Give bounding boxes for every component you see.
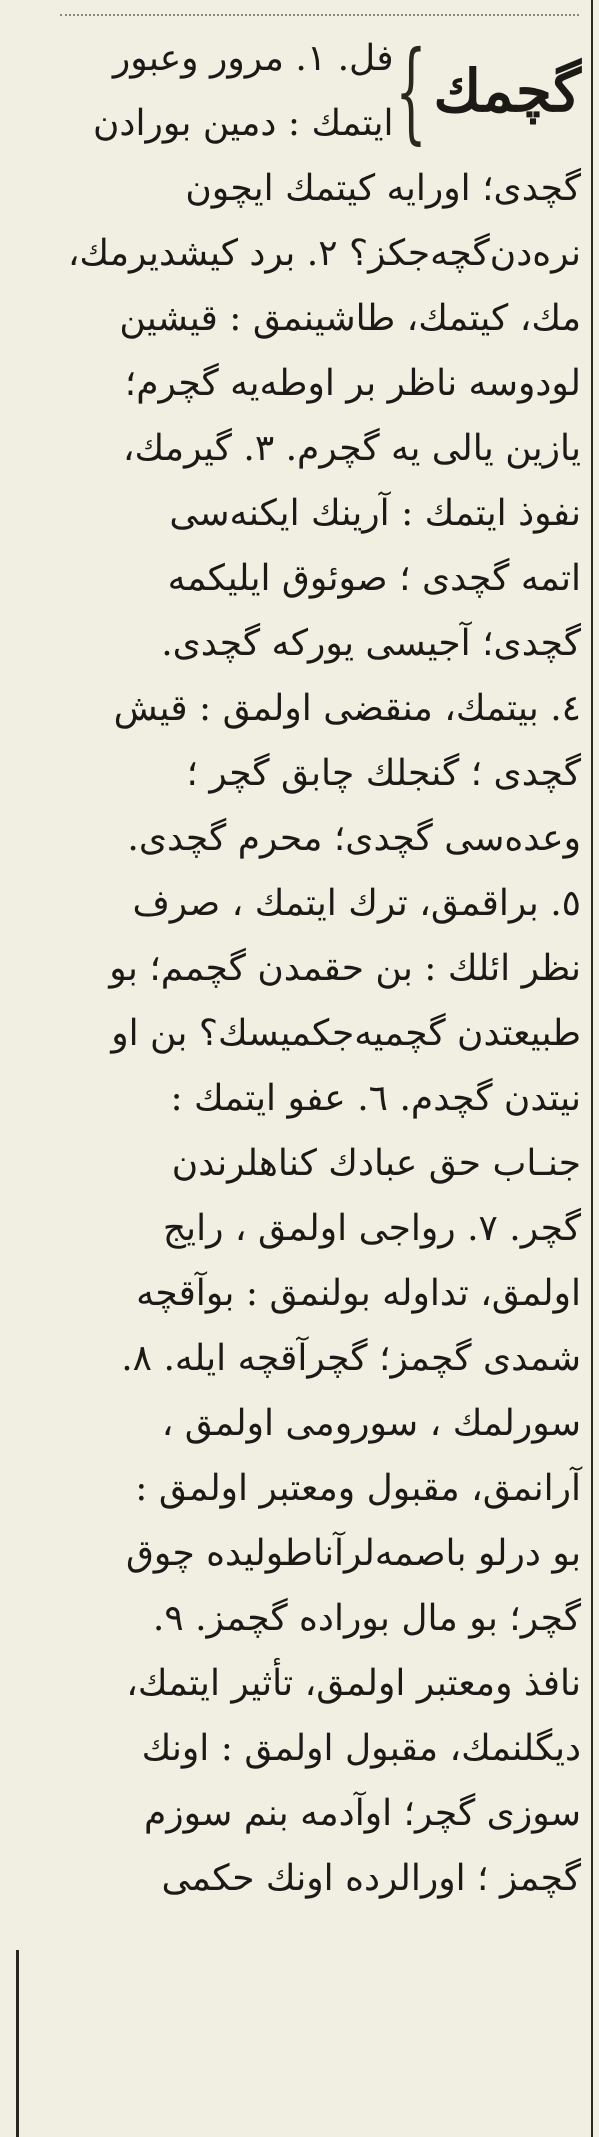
text-line: ٤. بيتمك، منقضی اولمق : قيش xyxy=(113,688,581,729)
text-line: نافذ ومعتبر اولمق، تأثير ايتمك، xyxy=(126,1663,581,1704)
dictionary-entry xyxy=(24,26,581,1911)
text-line: سوزی گچر؛ اوآدمه بنم سوزم xyxy=(143,1793,581,1834)
text-line: سورلمك ، سورومی اولمق ، xyxy=(161,1403,581,1444)
text-line: لودوسه ناظر بر اوطه‌يه گچرم؛ xyxy=(124,363,581,404)
text-line: گچر. ٧. رواجی اولمق ، رايج xyxy=(162,1208,581,1249)
entry-body xyxy=(24,156,581,1911)
text-line: گچدی؛ اورايه كيتمك ايچون xyxy=(185,168,581,209)
text-line: وعده‌سی گچدی؛ محرم گچدی. xyxy=(127,818,581,859)
cropped-top-text xyxy=(60,0,579,16)
head-line: ايتمك : دمين بورادن xyxy=(92,103,394,144)
text-line: جنـاب حق عبادك كناهلرندن xyxy=(171,1143,581,1184)
headword: گچمك xyxy=(433,57,581,125)
text-line: گچدی؛ آجيسی يوركه گچدی. xyxy=(161,623,581,664)
text-line: گچر؛ بو مال بوراده گچمز. ٩. xyxy=(152,1598,581,1639)
text-line: آرانمق، مقبول ومعتبر اولمق : xyxy=(135,1468,581,1509)
text-line: نيتدن گچدم. ٦. عفو ايتمك : xyxy=(170,1078,581,1119)
text-line: نظر ائلك : بن حقمدن گچمم؛ بو xyxy=(109,948,581,989)
text-line: طبيعتدن گچميه‌جكميسك؟ بن او xyxy=(111,1013,581,1054)
entry-head xyxy=(24,26,581,156)
text-line: شمدی گچمز؛ گچرآقچه ايله. ٨. xyxy=(121,1338,581,1379)
text-line: ديگلنمك، مقبول اولمق : اونك xyxy=(141,1728,581,1769)
head-line: فل. ١. مرور وعبور xyxy=(112,38,394,79)
text-line: نره‌دن‌گچه‌جكز؟ ٢. برد كيشديرمك، xyxy=(67,233,581,274)
text-line: گچدی ؛ گنجلك چابق گچر ؛ xyxy=(186,753,581,794)
text-line: بو درلو باصمه‌لرآناطوليده چوق xyxy=(125,1533,581,1574)
text-line: ٥. براقمق، ترك ايتمك ، صرف xyxy=(132,883,581,924)
column-rule-right xyxy=(591,0,593,2137)
text-line: يازين يالی يه گچرم. ٣. گيرمك، xyxy=(122,428,581,469)
text-line: گچمز ؛ اورالرده اونك حكمی xyxy=(161,1858,581,1899)
text-line: مك، كيتمك، طاشينمق : قيشين xyxy=(119,298,581,339)
text-line: نفوذ ايتمك : آرينك ايكنه‌سی xyxy=(169,493,581,534)
text-line: اتمه گچدی ؛ صوئوق ايليكمه xyxy=(167,558,581,599)
brace-glyph: { xyxy=(394,26,427,155)
head-definition xyxy=(24,26,394,156)
text-line: اولمق، تداوله بولنمق : بوآقچه xyxy=(136,1273,581,1314)
column-rule-left xyxy=(16,1950,19,2137)
